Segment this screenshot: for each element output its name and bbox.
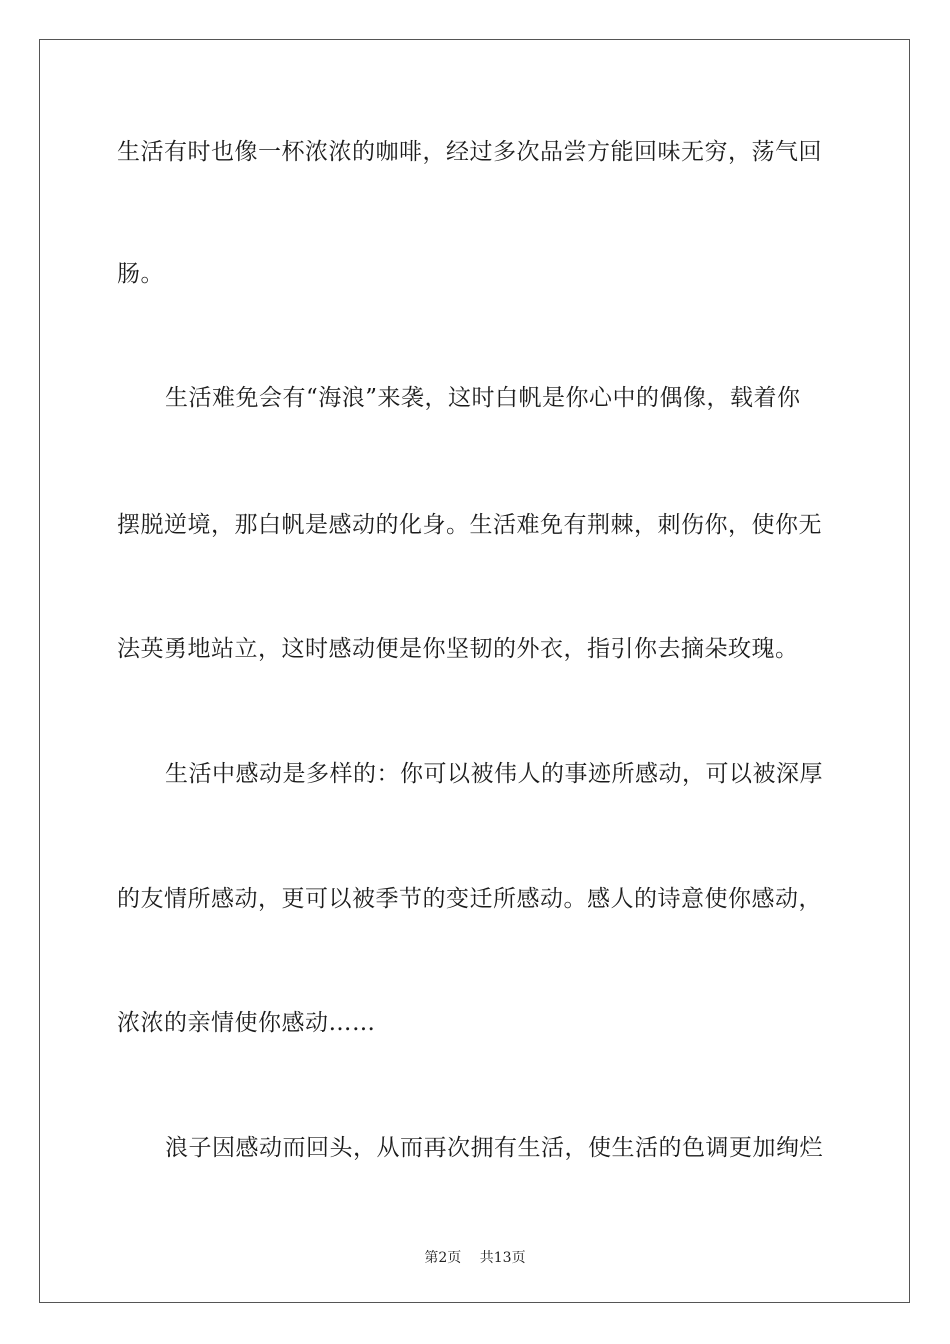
total-pages: 共13页 <box>479 1250 526 1266</box>
page-border <box>39 39 910 1303</box>
text-line: 法英勇地站立，这时感动便是你坚韧的外衣，指引你去摘朵玫瑰。 <box>117 636 799 662</box>
text-line: 的友情所感动，更可以被季节的变迁所感动。感人的诗意使你感动， <box>117 886 822 912</box>
page-footer <box>0 1247 950 1267</box>
page-number: 第2页 <box>424 1250 462 1266</box>
text-line: 生活有时也像一杯浓浓的咖啡，经过多次品尝方能回味无穷，荡气回 <box>117 139 822 165</box>
text-line: 生活中感动是多样的：你可以被伟人的事迹所感动，可以被深厚 <box>165 761 823 787</box>
text-line: 肠。 <box>117 261 164 287</box>
text-line: 浓浓的亲情使你感动…… <box>117 1010 376 1036</box>
text-line: 生活难免会有“海浪”来袭，这时白帆是你心中的偶像，载着你 <box>165 385 801 411</box>
text-line: 摆脱逆境，那白帆是感动的化身。生活难免有荆棘，刺伤你，使你无 <box>117 512 822 538</box>
text-line: 浪子因感动而回头，从而再次拥有生活，使生活的色调更加绚烂 <box>165 1135 823 1161</box>
